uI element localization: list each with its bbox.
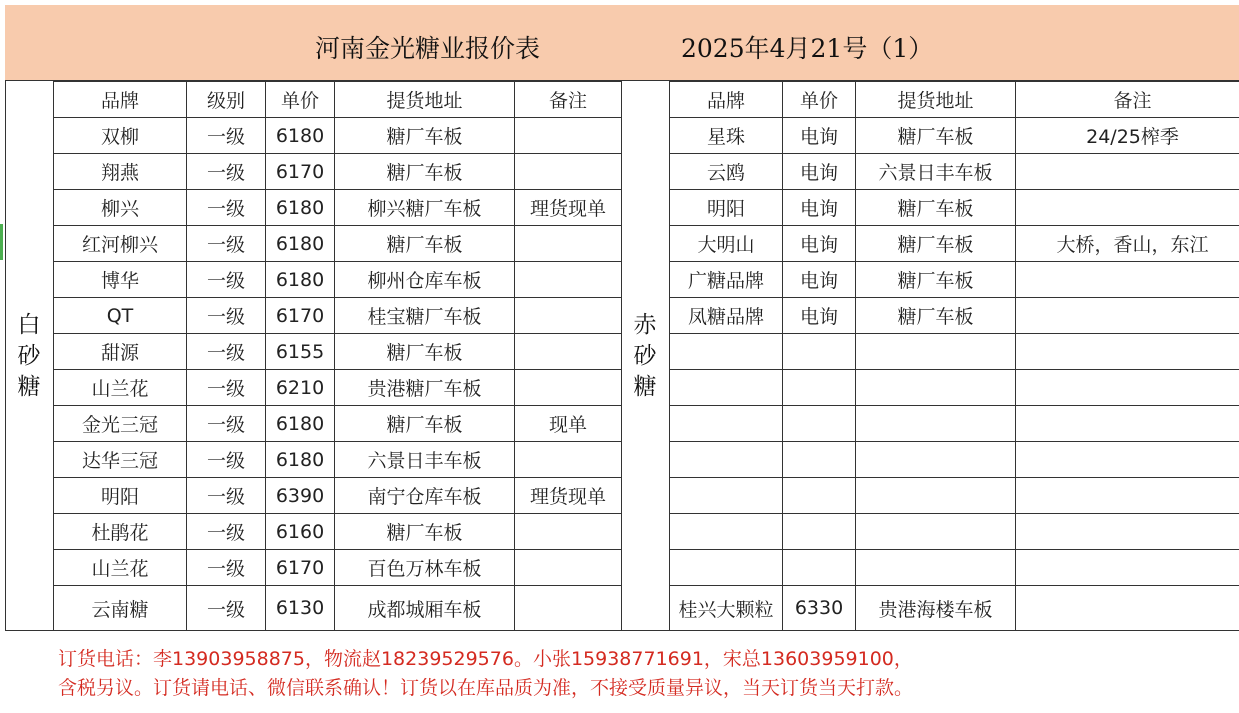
white-sugar-table-cell: 双柳 — [54, 118, 187, 154]
red-sugar-table-cell — [856, 442, 1016, 478]
white-sugar-table-cell: 6170 — [266, 154, 335, 190]
red-sugar-table-row — [670, 442, 1239, 478]
white-sugar-table-cell: 一级 — [187, 298, 266, 334]
white-sugar-table-cell: 博华 — [54, 262, 187, 298]
red-sugar-table-cell — [670, 442, 783, 478]
white-sugar-table-row — [54, 118, 622, 154]
red-sugar-header-row — [670, 82, 1239, 118]
white-sugar-table-cell: QT — [54, 298, 187, 334]
white-sugar-label — [14, 310, 44, 403]
red-sugar-table-cell — [1016, 190, 1239, 226]
red-sugar-table-cell: 6330 — [783, 586, 856, 631]
red-sugar-table-cell — [670, 478, 783, 514]
white-sugar-header-cell: 备注 — [515, 82, 622, 118]
white-sugar-table-cell: 一级 — [187, 478, 266, 514]
quote-date: 2025年4月21号（1） — [681, 34, 934, 63]
white-sugar-label-text: 白砂糖 — [17, 312, 41, 400]
white-sugar-table-cell: 杜鹃花 — [54, 514, 187, 550]
red-sugar-table-cell — [670, 550, 783, 586]
white-sugar-table-cell: 一级 — [187, 442, 266, 478]
red-sugar-table-cell — [670, 514, 783, 550]
white-sugar-table-cell: 6390 — [266, 478, 335, 514]
red-sugar-table-cell — [783, 442, 856, 478]
red-sugar-table-cell — [1016, 154, 1239, 190]
red-sugar-table-cell: 糖厂车板 — [856, 262, 1016, 298]
white-sugar-table-cell: 糖厂车板 — [335, 118, 515, 154]
red-sugar-table-row — [670, 406, 1239, 442]
white-sugar-table-cell: 甜源 — [54, 334, 187, 370]
red-sugar-label-text: 赤砂糖 — [633, 312, 657, 400]
red-sugar-table-cell — [783, 514, 856, 550]
red-sugar-table-cell — [1016, 586, 1239, 631]
white-sugar-table-row — [54, 262, 622, 298]
red-sugar-table-cell: 糖厂车板 — [856, 298, 1016, 334]
order-notice — [58, 645, 913, 703]
white-sugar-header-cell: 品牌 — [54, 82, 187, 118]
red-sugar-table-row — [670, 226, 1239, 262]
red-sugar-table-row — [670, 370, 1239, 406]
white-sugar-table-row — [54, 586, 622, 631]
red-sugar-header-cell: 提货地址 — [856, 82, 1016, 118]
red-sugar-table-cell — [670, 334, 783, 370]
white-sugar-table-cell: 理货现单 — [515, 190, 622, 226]
red-sugar-table-cell — [1016, 406, 1239, 442]
red-sugar-table-row — [670, 478, 1239, 514]
white-sugar-table-cell — [515, 262, 622, 298]
white-sugar-table-cell: 南宁仓库车板 — [335, 478, 515, 514]
white-sugar-table-cell: 6170 — [266, 298, 335, 334]
red-sugar-table-cell — [783, 334, 856, 370]
white-sugar-table-cell: 6155 — [266, 334, 335, 370]
white-sugar-table-cell: 6180 — [266, 226, 335, 262]
red-sugar-table-cell — [1016, 442, 1239, 478]
white-sugar-table-cell: 一级 — [187, 334, 266, 370]
red-sugar-table-cell: 云鸥 — [670, 154, 783, 190]
red-sugar-table-row — [670, 154, 1239, 190]
red-sugar-table-cell: 电询 — [783, 190, 856, 226]
left-edge-marker — [0, 224, 3, 260]
white-sugar-table-row — [54, 154, 622, 190]
red-sugar-table-cell — [1016, 370, 1239, 406]
white-sugar-table-cell: 糖厂车板 — [335, 406, 515, 442]
red-sugar-table — [669, 81, 1239, 631]
red-sugar-table-row — [670, 262, 1239, 298]
white-sugar-table — [53, 81, 622, 631]
white-sugar-table-cell — [515, 298, 622, 334]
white-sugar-table-cell: 一级 — [187, 406, 266, 442]
white-sugar-table-cell: 一级 — [187, 154, 266, 190]
white-sugar-table-row — [54, 514, 622, 550]
white-sugar-table-cell: 百色万林车板 — [335, 550, 515, 586]
white-sugar-table-cell: 柳兴糖厂车板 — [335, 190, 515, 226]
white-sugar-table-row — [54, 190, 622, 226]
frame-left-line — [5, 81, 6, 631]
white-sugar-table-cell — [515, 586, 622, 631]
red-sugar-header-cell: 品牌 — [670, 82, 783, 118]
white-sugar-table-cell — [515, 550, 622, 586]
order-terms-line: 含税另议。订货请电话、微信联系确认！订货以在库品质为准，不接受质量异议，当天订货当天打款。 — [58, 677, 914, 699]
white-sugar-table-cell: 成都城厢车板 — [335, 586, 515, 631]
white-sugar-table-row — [54, 370, 622, 406]
white-sugar-table-cell: 一级 — [187, 514, 266, 550]
white-sugar-table-row — [54, 226, 622, 262]
white-sugar-table-cell: 6180 — [266, 190, 335, 226]
red-sugar-table-cell: 桂兴大颗粒 — [670, 586, 783, 631]
red-sugar-table-cell: 糖厂车板 — [856, 118, 1016, 154]
red-sugar-table-cell: 贵港海楼车板 — [856, 586, 1016, 631]
red-sugar-table-cell — [1016, 550, 1239, 586]
white-sugar-table-cell: 红河柳兴 — [54, 226, 187, 262]
white-sugar-table-cell: 6180 — [266, 118, 335, 154]
red-sugar-table-cell — [856, 370, 1016, 406]
red-sugar-table-cell: 电询 — [783, 262, 856, 298]
white-sugar-table-cell: 6210 — [266, 370, 335, 406]
white-sugar-table-cell: 柳兴 — [54, 190, 187, 226]
red-sugar-header-cell: 单价 — [783, 82, 856, 118]
white-sugar-table-cell: 6180 — [266, 262, 335, 298]
red-sugar-table-cell — [856, 550, 1016, 586]
white-sugar-table-cell: 柳州仓库车板 — [335, 262, 515, 298]
white-sugar-table-row — [54, 442, 622, 478]
red-sugar-table-cell: 星珠 — [670, 118, 783, 154]
red-sugar-table-cell — [856, 514, 1016, 550]
red-sugar-table-row — [670, 334, 1239, 370]
white-sugar-table-cell: 糖厂车板 — [335, 226, 515, 262]
white-sugar-table-cell: 6130 — [266, 586, 335, 631]
red-sugar-table-row — [670, 298, 1239, 334]
red-sugar-table-cell: 大桥，香山，东江 — [1016, 226, 1239, 262]
white-sugar-table-cell: 6180 — [266, 406, 335, 442]
white-sugar-table-cell: 山兰花 — [54, 370, 187, 406]
title-bar — [5, 5, 1239, 81]
red-sugar-header-cell: 备注 — [1016, 82, 1239, 118]
red-sugar-table-cell — [856, 478, 1016, 514]
red-sugar-table-row — [670, 514, 1239, 550]
white-sugar-table-cell: 达华三冠 — [54, 442, 187, 478]
white-sugar-table-cell — [515, 442, 622, 478]
white-sugar-table-cell: 6180 — [266, 442, 335, 478]
red-sugar-table-row — [670, 190, 1239, 226]
red-sugar-table-row — [670, 550, 1239, 586]
red-sugar-table-cell — [1016, 478, 1239, 514]
red-sugar-table-cell: 糖厂车板 — [856, 226, 1016, 262]
red-sugar-table-row — [670, 118, 1239, 154]
white-sugar-table-row — [54, 406, 622, 442]
red-sugar-table-cell — [1016, 334, 1239, 370]
white-sugar-table-cell: 糖厂车板 — [335, 514, 515, 550]
red-sugar-table-cell: 电询 — [783, 298, 856, 334]
white-sugar-table-cell: 六景日丰车板 — [335, 442, 515, 478]
white-sugar-table-cell — [515, 154, 622, 190]
red-sugar-table-cell: 糖厂车板 — [856, 190, 1016, 226]
red-sugar-table-cell — [783, 406, 856, 442]
white-sugar-table-cell: 贵港糖厂车板 — [335, 370, 515, 406]
white-sugar-table-cell: 桂宝糖厂车板 — [335, 298, 515, 334]
white-sugar-table-cell: 一级 — [187, 550, 266, 586]
white-sugar-table-cell — [515, 226, 622, 262]
red-sugar-table-cell: 凤糖品牌 — [670, 298, 783, 334]
red-sugar-table-cell: 电询 — [783, 154, 856, 190]
white-sugar-table-cell: 理货现单 — [515, 478, 622, 514]
red-sugar-table-cell — [670, 406, 783, 442]
red-sugar-table-cell: 24/25榨季 — [1016, 118, 1239, 154]
white-sugar-table-cell: 一级 — [187, 118, 266, 154]
white-sugar-header-cell: 提货地址 — [335, 82, 515, 118]
red-sugar-table-cell: 电询 — [783, 226, 856, 262]
red-sugar-table-cell: 明阳 — [670, 190, 783, 226]
red-sugar-table-row — [670, 586, 1239, 631]
white-sugar-table-cell: 现单 — [515, 406, 622, 442]
red-sugar-table-cell: 六景日丰车板 — [856, 154, 1016, 190]
red-sugar-table-cell: 大明山 — [670, 226, 783, 262]
white-sugar-table-cell: 一级 — [187, 586, 266, 631]
white-sugar-table-row — [54, 478, 622, 514]
white-sugar-table-cell — [515, 370, 622, 406]
white-sugar-table-row — [54, 298, 622, 334]
red-sugar-table-cell: 电询 — [783, 118, 856, 154]
white-sugar-table-cell: 明阳 — [54, 478, 187, 514]
red-sugar-label — [630, 310, 660, 403]
red-sugar-table-cell — [856, 334, 1016, 370]
page-title: 河南金光糖业报价表 — [315, 34, 541, 63]
white-sugar-table-cell: 云南糖 — [54, 586, 187, 631]
red-sugar-table-cell — [1016, 262, 1239, 298]
white-sugar-table-cell — [515, 118, 622, 154]
white-sugar-table-cell: 一级 — [187, 226, 266, 262]
red-sugar-table-cell — [1016, 514, 1239, 550]
white-sugar-table-cell: 一级 — [187, 370, 266, 406]
order-contact-line: 订货电话：李13903958875，物流赵18239529576。小张15938771691，宋总13603959100， — [58, 648, 913, 670]
white-sugar-header-cell: 单价 — [266, 82, 335, 118]
white-sugar-table-row — [54, 334, 622, 370]
white-sugar-table-cell: 山兰花 — [54, 550, 187, 586]
white-sugar-table-row — [54, 550, 622, 586]
red-sugar-table-cell — [856, 406, 1016, 442]
red-sugar-table-cell — [1016, 298, 1239, 334]
white-sugar-table-cell: 糖厂车板 — [335, 334, 515, 370]
white-sugar-table-cell: 6170 — [266, 550, 335, 586]
white-sugar-table-cell — [515, 514, 622, 550]
white-sugar-table-cell: 金光三冠 — [54, 406, 187, 442]
white-sugar-table-cell: 一级 — [187, 190, 266, 226]
white-sugar-table-cell: 糖厂车板 — [335, 154, 515, 190]
white-sugar-table-cell — [515, 334, 622, 370]
white-sugar-table-cell: 翔燕 — [54, 154, 187, 190]
white-sugar-header-cell: 级别 — [187, 82, 266, 118]
white-sugar-table-cell: 一级 — [187, 262, 266, 298]
red-sugar-table-cell — [783, 550, 856, 586]
white-sugar-table-cell: 6160 — [266, 514, 335, 550]
white-sugar-header-row — [54, 82, 622, 118]
red-sugar-table-cell — [783, 478, 856, 514]
red-sugar-table-cell: 广糖品牌 — [670, 262, 783, 298]
red-sugar-table-cell — [670, 370, 783, 406]
red-sugar-table-cell — [783, 370, 856, 406]
